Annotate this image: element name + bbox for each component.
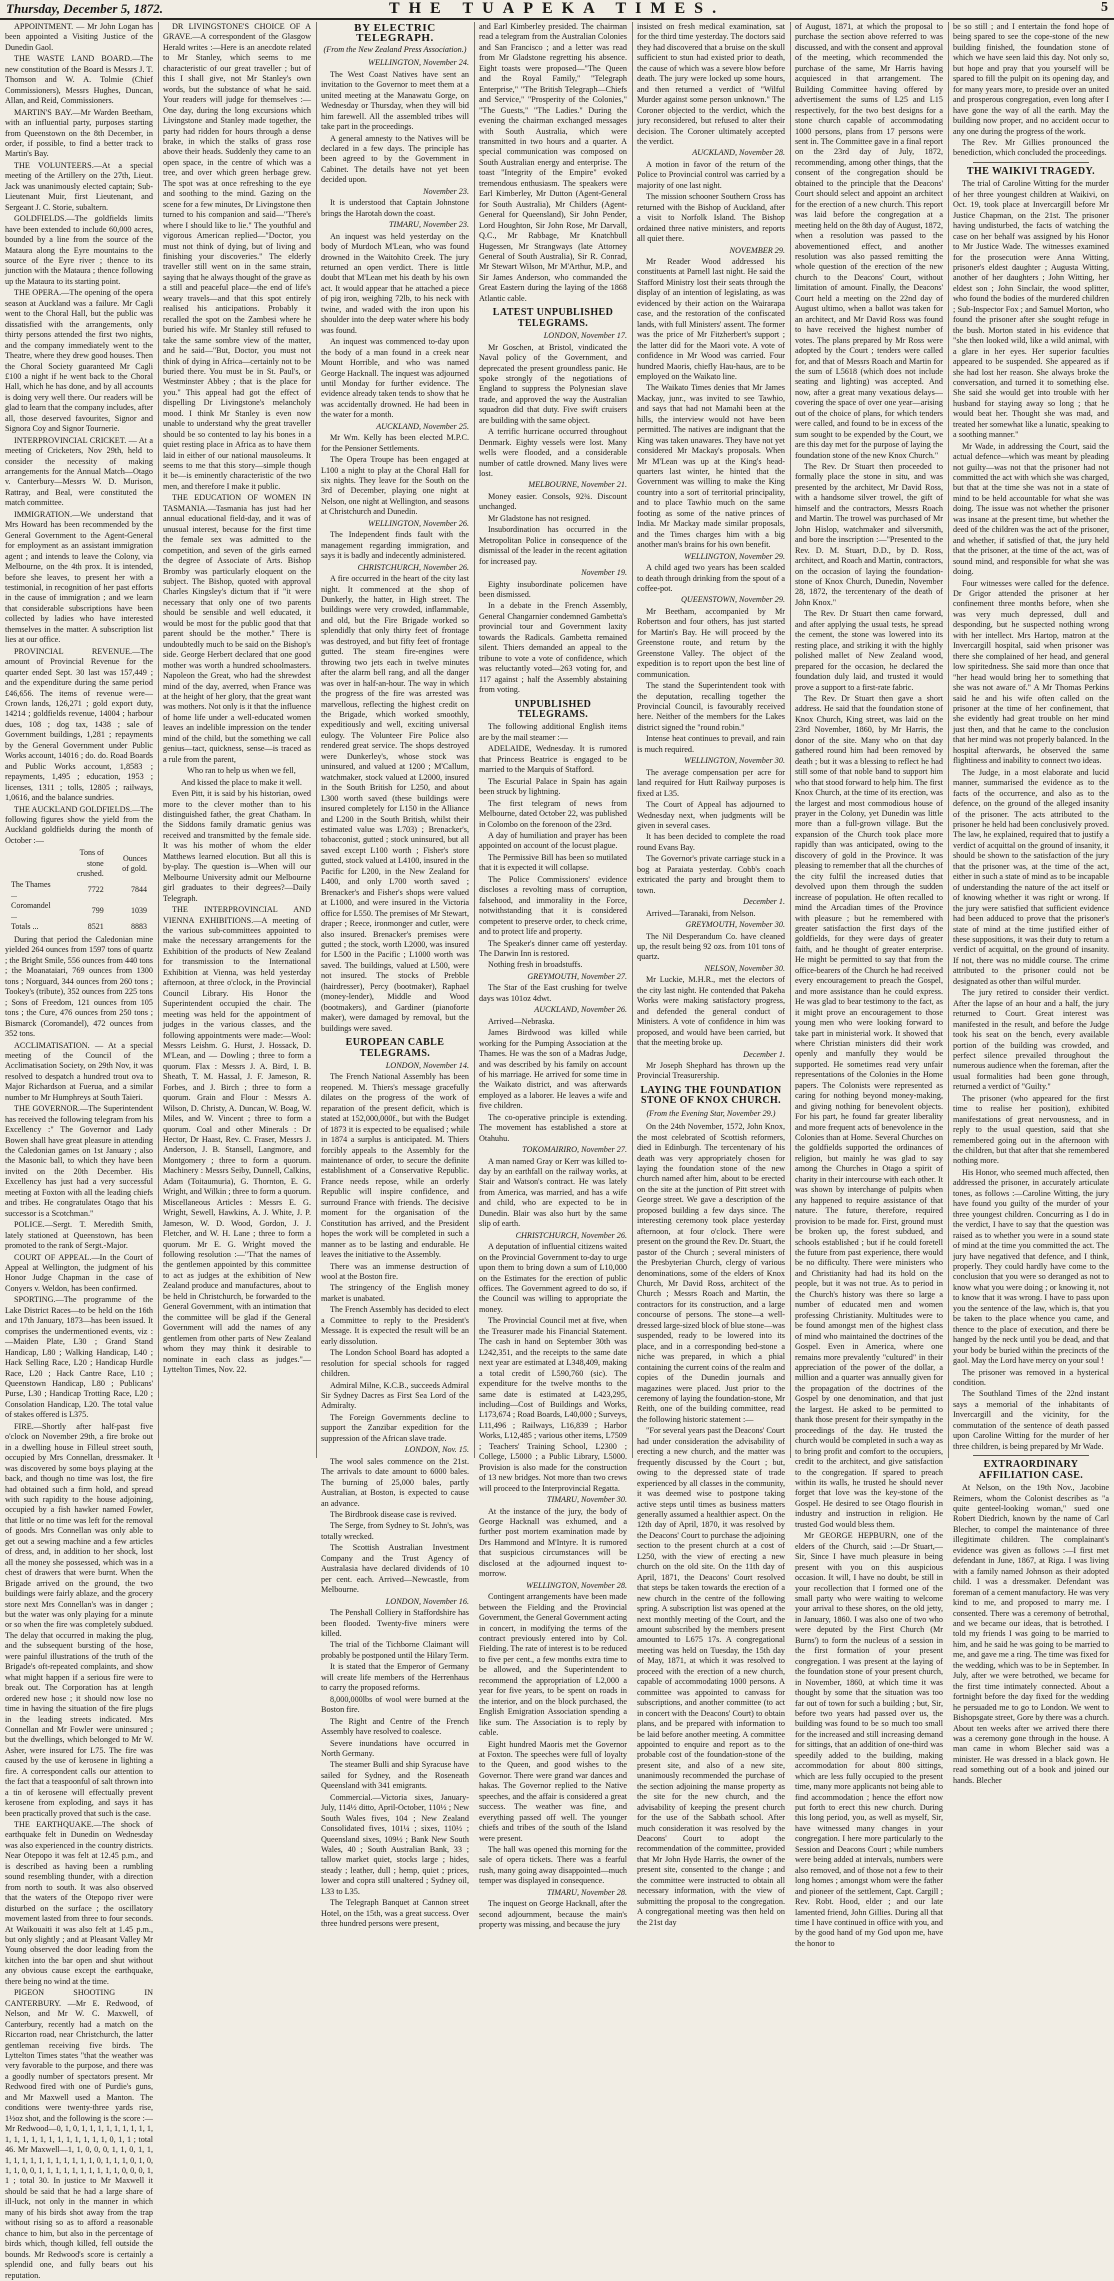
paragraph: The following additional English items are by the mail steamer :— xyxy=(479,722,627,742)
column-4 xyxy=(479,22,628,1930)
paragraph: Mr Beetham, accompanied by Mr Robertson and four others, has just started for Martin's Bay. He will proceed by the Greenstone route, and return by the Greenstone Valley. The object of the expedition is to report upon the best line of communication. xyxy=(637,606,785,679)
divider xyxy=(973,1455,1089,1456)
paragraph: A general amnesty to the Natives will be declared in a few days. The principle has been agreed to by the Government in Cabinet. The details have not yet been decided upon. xyxy=(321,133,469,185)
paragraph: COURT OF APPEAL.—In the Court of Appeal at Wellington, the judgment of his Honor Judge Chapman in the case of Conyers v. Weldon, has been confirmed. xyxy=(5,1252,153,1293)
paragraph: insisted on fresh medical examination, sat for the third time yesterday. The doctors said they had discovered that a bruise on the skull sufficient to stun had existed prior to death, the cause of which was a severe blow before death. The jury were locked up some hours, and then returned a verdict of "Wilful Murder against some person unknown." The Coroner objected to the verdict, which the jury reconsidered, but refused to alter their decision. The Coroner ultimately accepted the verdict. xyxy=(637,22,785,146)
dateline: December 1. xyxy=(743,897,785,907)
paragraph: The trial of the Tichborne Claimant will probably be postponed until the Hilary Term. xyxy=(321,1640,469,1660)
paragraph: A man named Gray or Kerr was killed to-day by an earthfall on the railway works, at Stair and Watson's contract. He was lately from America, was married, and has a wife and child, who are expected to be in Dunedin. Blair was also hurt by the same slip of earth. xyxy=(479,1156,627,1229)
paragraph: Insubordination has occurred in the Metropolitan Police in consequence of the dismissal of the leader in the recent agitation for increased pay. xyxy=(479,525,627,566)
paragraph: The Independent finds fault with the management regarding immigration, and says it is badly and indecently administered. xyxy=(321,530,469,561)
dateline: AUCKLAND, November 26. xyxy=(534,1005,627,1015)
dateline: AUCKLAND, November 28. xyxy=(692,148,785,158)
section-heading: EXTRAORDINARY AFFILIATION CASE. xyxy=(978,1459,1084,1481)
column-5 xyxy=(637,22,785,1927)
paragraph: The steamer Bulli and ship Syracuse have sailed for Sydney, and the Roseneath Queensland with 341 emigrants. xyxy=(321,1760,469,1791)
paragraph: A child aged two years has been scalded to death through drinking from the spout of a coffee-pot. xyxy=(637,563,785,594)
dateline: NOVEMBER 29. xyxy=(729,245,785,255)
paragraph: FIRE.—Shortly after half-past five o'clock on November 29th, a fire broke out in a dwelling house in Filleul street south, occupied by Mrs Connellan, dressmaker. It was discovered by some boys playing at the back, and though no time was lost, the fire had obtained such a firm hold, and spread with such rapidity to the house adjoining, occupied by a fish hawker named Fowler, that little or no time was left for the removal of goods. Mrs Connellan was only able to get out a sewing machine and a few articles of dress, and, in addition to her shock, lost all the money she possessed, which was in a chest of drawers that were burnt. When the Brigade arrived on the ground, the two buildings were fairly ablaze, and the grocery store next Mrs Connellan's was in danger ; but the water was only playing for a minute or so when the fire was completely subdued. The delay that occurred in making the plug, and the subsequent bursting of the hose, were painful illustrations of the truth of the Brigade's oft-repeated complaints, and show what might happen if a serious fire were to break out. The Corporation has at length ordered new hose ; it should now lose no time in having the situation of the fire plugs in the leading streets indicated. Mrs Connellan and Mr Fowler were uninsured ; but the dwellings, which belonged to Mr W. Asher, were insured for L75. The fire was caused by the use of kerosene in lighting a fire. A correspondent calls our attention to the fact that a teaspoonful of salt thrown into a tin of kerosene will effectually prevent kerosene from exploding, and says it has been practically proved that such is the case. xyxy=(5,1421,153,1818)
paragraph: Commercial.—Victoria sixes, January-July, 114½ ditto, April-October, 110½ ; New South Wales fives, 104 ; New Zealand Consolidated fives, 101¼ ; sixes, 110½ ; Queensland sixes, 109½ ; Bank New South Wales, 40 ; South Australian Bank, 33 ; tallow market quiet, stocks large ; hides, steady ; leather, dull ; hemp, quiet ; prices, lower and copra still unaltered ; Sydney oil, L33 to L35. xyxy=(321,1792,469,1896)
table-cell: The Thames ... xyxy=(11,879,51,900)
dateline: TIMARU, November 28. xyxy=(546,1887,627,1897)
paragraph: Severe inundations have occurred in North Germany. xyxy=(321,1738,469,1758)
paragraph: of August, 1871, at which the proposal to purchase the section above referred to was discussed, and with the consent and approval of the meeting, which recommended the purchase of the same, Mr Harris having acquiesced in that arrangement. The Building Committee having offered by advertisement the sums of L25 and L15 respectively, for the two best designs for a stone church capable of accommodating 1000 persons, plans from 17 persons were sent in. The Committee gave in a final report on the 23rd day of July, 1872, recommending, among other things, that the consent of the congregation should be obtained to the principle that the Deacons' Court should select and appoint an architect for the erection of a new church. This report was laid before the congregation at a meeting held on the 8th day of August, 1872, when a resolution was passed to the abovementioned effect, and another resolution was also passed remitting the whole question of the erection of the new church to the Deacons' Court, without limitation of amount. Finally, the Deacons' Court held a meeting on the 22nd day of August ultimo, when a ballot was taken for an architect, and Mr David Ross was found to have received the highest number of votes. The plans prepared by Mr Ross were adopted by the Court ; tenders were called for, and that of Messrs Roach and Martin for the sum of L5618 (which does not include seating and lighting) was accepted. And now, after a great many vexatious delays—covering the space of over one year—arising out of the choice of plans, for which tenders were called, and found to be in excess of the sum sought to be expended by the Court, we are this day met for the purpose of laying the foundation stone of the new Knox Church." xyxy=(795,22,943,460)
paragraph: Intense heat continues to prevail, and rain is much required. xyxy=(637,734,785,754)
paragraph: The Star of the East crushing for twelve days was 101oz 4dwt. xyxy=(479,983,627,1003)
table-cell: 1039 xyxy=(131,905,147,915)
paragraph: On the 24th November, 1572, John Knox, the most celebrated of Scottish reformers, died in Edinburgh. The tercentenary of his death was very appropriately chosen for laying the foundation stone of the new church named after him, about to be erected on the site at the junction of Pitt street with George street. We gave a description of the proposed building a few days since. The interesting ceremony took place yesterday afternoon, at four o'clock. There were present on the ground the Rev. Dr. Stuart, the pastor of the Church ; several ministers of the Presbyterian Church, clergy of various denominations, some of the elders of Knox Church, Mr David Ross, architect of the Church ; Messrs Roach and Martin, the contractors for its construction, and a large concourse of persons. The stone—a well-dressed large-sized block of blue stone—was suspended, ready to be lowered into its place, and in a corresponding bed-stone a niche was prepared, in which a phial containing the current coins of the realm and copies of the Dunedin journals and magazines were placed. Just prior to the ceremony of laying the foundation-stone, Mr Reith, one of the building committee, read the following historic statement :— xyxy=(637,1122,785,1424)
paragraph: Four witnesses were called for the defence. Dr Grigor attended the prisoner at her confinement three months before, when she was very much depressed, dull and desponding, but he suspected nothing wrong with her intellect. Mrs Hartop, matron at the Invercargill hospital, said when prisoner was there she complained of her head, and general low spiritedness. She said more than once that "her head would bring her to something that she was not aware of." A Mr Thomas Perkins said he and his wife often called on the prisoner at the time of her confinement, that she evidently had great trouble on her mind just then, and that he came to the conclusion that her mind was not properly balanced. In the hospital afterwards, he observed the same flightiness and inability to connect two ideas. xyxy=(953,578,1109,766)
section-heading: EUROPEAN CABLE TELEGRAMS. xyxy=(345,1037,445,1059)
paragraph: Mr Wade, in addressing the Court, said the actual defence—which was meant by pleading not guilty—was not that the prisoner had not committed the act with which she was charged, but that at the time she was not in a state of mind to be held accountable for what she was doing. The issue was not whether the prisoner was insane at the present time, but whether the deed of the children was the act of the prisoner, and whether, if satisfied of that, the jury held that the prisoner, at the time of the act, was of sound mind, and responsible for what she was doing. xyxy=(953,441,1109,577)
paragraph: Mr Reader Wood addressed his constituents at Parnell last night. He said the Stafford Ministry lost their seats through the display of an intention of legislating, as was evidenced by their action on the Wairarapa case, and the restoration of the confiscated lands, with full Ministers' assent. The former was the price of Mr Fitzherbert's support ; the latter did for the Maori vote. A vote of confidence in Mr Wood was carried. Four hundred Maoris, chiefly Hau-haus, are to be employed on the Waikato line. xyxy=(637,256,785,381)
paragraph: THE EARTHQUAKE.—The shock of earthquake felt in Dunedin on Wednesday was also experienced in the country districts. Near Otepopo it was felt at 12.45 p.m., and is described as having been a rumbling sound resembling thunder, with a direction from north to south. It was also observed that the waters of the Otepopo river were disturbed on the surface ; the oscillatory movement lasted from three to four seconds. At Waikouaiti it was also felt at 1.45 p.m., but only slightly ; and at Pleasant Valley Mr Young observed the door leading from the kitchen into the bar open and shut without any obvious cause except the earthquake, there being no wind at the time. xyxy=(5,1820,153,1986)
page-number: 5 xyxy=(1101,0,1108,15)
paragraph: THE VOLUNTEERS.—At a special meeting of the Artillery on the 27th, Lieut. Jack was unanimously elected captain; Sub-Lieutenant Muir, first Lieutenant, and Sergeant J. C. Storie, subaltern. xyxy=(5,160,153,212)
paragraph: THE EDUCATION OF WOMEN IN TASMANIA.—Tasmania has just had her annual educational field-day, and it was of unusual interest, because for the first time the female sex was admitted to the competition, and seven of the girls earned the degree of Associate of Arts. Bishop Bromby was particularly eloquent on the subject. The Bishop, quoted with approval Charles Kingsley's dictum that if "it were necessary that only one of two parents should be sensible and well educated, it would be most for the public good that that parent should be the mother." There is undoubtedly much to be said on the Bishop's side. George Herbert declared that one good mother was worth a hundred schoolmasters. Napoleon the Great, who had the shrewdest mind of the day, averred, when France was at the height of her glory, that the great want was mothers. Not only is it that the influence of home life under a well-educated women leaves an indelible impression on the tender mind of the child, but the something we call genius—tact, quickness, sense—is traced as a rule from the parent, xyxy=(163,493,311,764)
paragraph: A motion in favor of the return of the Police to Provincial control was carried by a majority of one last night. xyxy=(637,159,785,190)
paragraph: The Opera Troupe has been engaged at L100 a night to play at the Choral Hall for six nights. They leave for the South on the 3rd of December, playing one night at Nelson, one night at Wellington, and seasons at Christchurch and Dunedin. xyxy=(321,455,469,517)
paragraph: The Serge, from Sydney to St. John's, was totally wrecked. xyxy=(321,1521,469,1541)
gold-yield-table xyxy=(5,848,153,932)
dateline: CHRISTCHURCH, November 26. xyxy=(515,1230,627,1240)
paragraph: The stringency of the English money market is unabated. xyxy=(321,1283,469,1303)
dateline: TIMARU, November 23. xyxy=(388,220,469,230)
paragraph: The wool sales commence on the 21st. The arrivals to date amount to 6000 bales. The burning of 25,000 bales, partly Australian, at Boston, is expected to cause an advance. xyxy=(321,1456,469,1508)
newspaper-title: THE TUAPEKA TIMES. xyxy=(388,0,726,17)
verse-line: And kissed the place to make it well. xyxy=(181,777,302,787)
dateline: WELLINGTON, November 28. xyxy=(526,1580,627,1590)
section-heading: LATEST UNPUBLISHED TELEGRAMS. xyxy=(492,307,614,329)
dateline: LONDON, Nov. 15. xyxy=(404,1445,469,1455)
paragraph: The West Coast Natives have sent an invitation to the Governor to meet them at a united meeting at the Manawatu Gorge, on Wednesday or Thursday, when they will bid him farewell. All the assembled tribes will take part in the proceedings. xyxy=(321,69,469,132)
paragraph: The hall was opened this morning for the sale of opera tickets. There was a fearful rush, many going away disappointed—much temper was displayed in consequence. xyxy=(479,1845,627,1886)
paragraph: Eighty insubordinate policemen have been dismissed. xyxy=(479,579,627,600)
paragraph: The Judge, in a most elaborate and lucid manner, summarised the evidence as to the facts of the occurrence, and also as to the defence, on the ground of the alleged insanity of the prisoner. The acts attributed to the prisoner he held had been conclusively proved. The law, he explained, required that to justify a verdict of acquittal on the ground of insanity, it should be shown to the satisfaction of the jury that the prisoner was, at the time of the act, either in such a state of mind as to be incapable of understanding the nature of the act itself or of knowing whether it was right or wrong. If the jury were satisfied that sufficient evidence had been adduced to prove that the prisoner's state of mind at the time justified either of these suppositions, it was their duty to return a verdict of acquittal, on the ground of insanity. If not, there was no middle course. The crime attributed to the prisoner could not be designated as other than wilful murder. xyxy=(953,767,1109,986)
dateline: QUEENSTOWN, November 29. xyxy=(680,595,785,605)
paragraph: THE GOVERNOR.—The Superintendent has received the following telegram from his Excellency :" The Governor and Lady Bowen shall have great pleasure in attending the Caledonian games on 1st January ; also the Masonic ball, to which they have been invited on the 20th December. His Excellency has just had a very successful meeting at Foxton with all the leading chiefs and tribes. He congratulates Otago that his successor is a Scotchman." xyxy=(5,1104,153,1218)
paragraph: The first telegram of news from Melbourne, dated October 22, was published in Colombo on the forenoon of the 23rd. xyxy=(479,798,627,829)
table-header: Ounces of gold. xyxy=(122,853,147,874)
paragraph: The Speaker's dinner came off yesterday. The Darwin Inn is restored. xyxy=(479,938,627,958)
paragraph: The French Assembly has decided to elect a Committee to reply to the President's Message. It is expected the result will be an early dissolution. xyxy=(321,1305,469,1346)
paragraph: Mr Gladstone has not resigned. xyxy=(488,513,591,523)
dateline: LONDON, November 16. xyxy=(385,1596,469,1606)
table-cell: 7722 xyxy=(87,884,104,894)
paragraph: Money easier. Consols, 92¾. Discount unchanged. xyxy=(479,491,627,512)
dateline: TOKOMAIRIRO, November 27. xyxy=(522,1145,627,1155)
dateline: GREYMOUTH, November 30. xyxy=(685,920,785,930)
table-row xyxy=(5,901,153,922)
table-cell: 7844 xyxy=(131,884,147,894)
table-header xyxy=(5,848,59,879)
paragraph: be so still ; and I entertain the fond hope of being spared to see the cope-stone of the new building finished, the foundation stone of which we have seen laid this day. Not only so, but hope and pray that you yourself will be spared to fill the pulpit on its opening day, and for many years more, to preside over an united and prosperous congregation, even long after I have gone the way of all the earth. May the building now proper, and no accident occur to any one during the progress of the work. xyxy=(953,22,1109,136)
dateline: WELLINGTON, November 29. xyxy=(684,551,785,561)
dateline: WELLINGTON, November 24. xyxy=(368,58,469,68)
column-rule xyxy=(158,22,159,1458)
paragraph: MARTIN'S BAY.—Mr Warden Beetham, with an influential party, purposes starting from Queenstown on the 8th December, in order, if possible, to find a better track to Martin's Bay. xyxy=(5,107,153,159)
table-cell: Coromandel ... xyxy=(11,900,51,921)
dateline: WELLINGTON, November 26. xyxy=(368,518,469,528)
paragraph: In a debate in the French Assembly, General Changarnier condemned Gambetta's provincial tour and Government laxity towards the Radicals. Gambetta remained silent. Thiers demanded an appeal to the tribune to vote a vote of confidence, which was reluctantly voted—263 voting for, and 117 against ; half the Assembly abstaining from voting. xyxy=(479,601,627,695)
paragraph: The Foreign Governments decline to support the Zanzibar expedition for the suppression of the African slave trade. xyxy=(321,1412,469,1443)
paragraph: and Earl Kimberley presided. The chairman read a telegram from the Australian Colonies and San Francisco ; and a letter was read from Mr Gladstone regretting his absence. Eight toasts were proposed—"The Queen and the Royal Family," "Telegraph Enterprise," "The British Telegraph—Chiefs and Service," "Prosperity of the Colonies," "The Guests," "The Ladies." During the evening the chairman exchanged messages with South Australia, which were transmitted in two hours and a quarter. A special communication was composed on South Australian energy and enterprise. The toast "Integrity of the Empire" evoked tremendous enthusiasm. The speakers were Earl Kimberley, Mr Dutton (Agent-General for South Australia), Mr Childers (Agent-General for Queensland), Sir John Pender, Lord Houghton, Sir John Rose, Mr Darvall, Q.C., Mr Rabbage, Mr Knatchbull Hugessen, Mr Strangways (late Attorney General of South Australia), Sir R. Conrad, Mr Stewart Wilson, Mr M'Arthur, M.P., and Sir James Anderson, who commanded the Great Eastern during the laying of the 1868 Atlantic cable. xyxy=(479,22,627,303)
dateline: AUCKLAND, November 25. xyxy=(376,421,469,431)
section-heading: LAYING THE FOUNDATION STONE OF KNOX CHURCH. xyxy=(640,1084,782,1107)
paragraph: IMMIGRATION.—We understand that Mrs Howard has been recommended by the General Government to the Agent-General for employment as an assistant immigration agent ; and intends to leave the Colony, via Melbourne, on the 4th prox. It is intended, before she leaves, to present her with a testimonial, in recognition of her past efforts in the cause of immigration ; and we learn that considerable subscriptions have been collected by ladies who have interested themselves in the matter. A subscription list lies at our office. xyxy=(5,509,153,645)
paragraph: Contingent arrangements have been made between the Fielding and the Provincial Government, the General Government acting in concert, in modifying the terms of the contract previously entered into by Col. Fielding. The rate of interest is to be reduced to five per cent., a few months extra time to be allowed, and the Superintendent to recommend the appropriation of L2,000 a year for five years, to be spent on roads in the interior, and on the block purchased, the English Emigration Association spending a like sum. The Association is to reply by cable. xyxy=(479,1592,628,1738)
paragraph: The Governor's private carriage stuck in a bog at Paraiata yesterday. Cobb's coach extricated the party and brought them to town. xyxy=(637,854,785,895)
paragraph: The Nil Desperandum Co. have cleaned up, the result being 92 ozs. from 101 tons of quartz. xyxy=(637,931,785,962)
paragraph: His Honor, who seemed much affected, then addressed the prisoner, in accurately articulate tones, as follows :—Caroline Witting, the jury have found you guilty of the murder of your three youngest children. Concurring as I do in the verdict, I have to say that the question was raised as to whether you were in a sound state of mind at the time you committed the act. The jury have negatived that defence, and I think, properly. They could hardly have come to the conclusion that you were so deranged as not to know what you were doing ; or knowing it, not to know that it was wrong. I have to pass upon you the sentence of the law, which is, that you be taken to the place whence you came, and thence to the place of execution, and there be hanged by the neck until you be dead, and that your body be buried within the precincts of the gaol. May the Lord have mercy on your soul ! xyxy=(953,1167,1109,1366)
paragraph: Mr GEORGE HEPBURN, one of the elders of the Church, said :—Dr Stuart,—Sir, Since I have much pleasure in being present with you on this auspicious occasion. It will, I have no doubt, be still in your recollection that I formed one of the small party who were waiting to welcome your arrival to these shores, on the old jetty, in January, 1860. I was also one of two who were deputed by the First Church (Mr Burns') to form the nucleus of a session in the first formation of your present congregation. I was present at the laying of the foundation stone of your present church, in November, 1860, at which time it was thought by some that the situation was too far out of town for such a building ; but, Sir, before two years had passed over us, the building was found to be so much too small for the increased and still increasing demand for sittings, that an addition of one-third was speedily added to the building, making accommodation for about 800 sittings, which are less fully occupied to the present time, many more applicants not being able to find accommodation ; hence the effort now put forth to erect this new church. During this long period, you, as well as myself, Sir, have witnessed many changes in your congregation. I here more particularly to the Session and Deacons Court ; while numbers were being added at intervals, numbers were also removed, and of those not a few to their long homes ; amongst whom were the father and pioneer of the settlement, Capt. Cargill ; Rev. Robt. Hood, elder ; and our late lamented friend, John Gillies. During all that time I have continued in office with you, and by the good hand of my God upon me, have the honor to xyxy=(795,1531,943,1948)
paragraph: The stand the Superintendent took with the deputation, recalling together the Provincial Council, is favourably received here. Neither of the members for the Lakes district signed the "round robin." xyxy=(637,681,785,732)
table-total-row xyxy=(5,922,153,932)
paragraph: It is understood that Captain Johnstone brings the Harotah down the coast. xyxy=(321,198,469,218)
paragraph: The mission schooner Southern Cross has returned with the Bishop of Auckland, after a visit to Norfolk Island. The Bishop ordained three native ministers, and reports all quiet there. xyxy=(637,192,785,244)
paragraph: Admiral Milne, K.C.B., succeeds Admiral Sir Sydney Dacres as First Sea Lord of the Admiralty. xyxy=(321,1380,469,1411)
paragraph: At Nelson, on the 19th Nov., Jacobine Reimers, whom the Colonist describes as "a quite genteel-looking woman," sued one Robert Diedrich, known by the name of Carl Blecher, to compel the maintenance of three illegitimate children. The complainant's evidence was given as follows :—I first met defendant in June, 1867, at Riga. I was living with a family named Johnson as their adopted child. I was a dressmaker. Defendant was foreman of a cement manufactory. He was very kind to me, and proposed to marry me. I consented. There was a ceremony of betrothal, and we became our ideas, that is betrothed. I told my friends I was going to be married to him, and he said he was going to be married to me, and gave me a ring. The time was fixed for the wedding, which was to be in September. In July, after we were betrothed, we became for the first time intimately connected. About a fortnight before the day fixed for the wedding he persuaded me to go to London. We went to Bishopsgate street, Gore by there was a church. About ten weeks after we arrived there there was a ceremony gone through in the house. A man came in whom Blecher said was a minister. He was dressed in a black gown. He read something out of a book and joined our hands. Blecher xyxy=(953,1483,1109,1785)
paragraph: The London School Board has adopted a resolution for special schools for ragged children. xyxy=(321,1348,469,1379)
column-rule xyxy=(790,22,791,1458)
verse-line: Who ran to help us when we fell, xyxy=(187,766,296,776)
paragraph: The Rev. Dr Stuart then gave a short address. He said that the foundation stone of Knox Church, King street, was laid on the 23rd November, 1860, by Mr Harris, the donor of the site. Many who on that day gathered round him had been removed by death ; but it was a blessing to reflect he had still some of that noble band to support him who that stood forward to help him. The first Knox Church, at the time of its erection, was the largest and most commodious house of prayer in the Colony, yet Dunedin was little more than a full-grown village. But the expansion of the Church took place more rapidly than was anticipated, owing to the discovery of gold in the Province. It was pleasing to remember that all the churches of the city fulfil the increased duties that devolved upon them through the sudden increase of population. He often recalled to mind the Arcadian times of the Province with pleasure ; but he remembered with greater satisfaction the first days of the goldfields, for they were days of greater faith, and he thought of greater enterprise. He might be permitted to say that from the office-bearers of the Church he had received every encouragement to preach the Gospel, and more assistance than he could express. He was glad to bear testimony to the fact, as it might prove an encouragement to those young men who were looking forward to take part in ministerial work. It showed that where Christian ministers did their work openly and manfully they would be supported. He sometimes read very unfair representations of the Colonies in the Home papers. The Colonists were represented as caring for nothing beyond money-making, and giving nothing for benevolent objects. For his part, he found far greater liberality and more frequent acts of benevolence in the Colonies than at Home. Several Churches on the goldfields supported the ordinances of religion, but mainly he was glad to say among the Churches in Otago a spirit of charity in their intercourse with each other. It was shown by interchange of pulpits when any happened to require assistance of that nature. The future, therefore, required provision to be made for. First, ground must be broken up, the forest subdued, and schools established ; but if he could foretell the future from past experience, there would be no difficulty. There were ministers who and Christianity had had its hold on the people, but it was not true. As to period in the Church's history was there so large a number of educated men and women professing Christianity. Multitudes were to be found amongst men of the highest class of mind who maintained the doctrines of the Gospel. Even in America, where one remains more prevalently "cultured" in their appreciation of the power of the dollar, a million and a quarter was annually given for the propagation of the doctrines of the Gospel by one denomination, and that just the largest. He asked to be permitted to thank those present for their sympathy in the proceedings of the day. He trusted the church would be completed in such a way as to bring profit and comfort to the occupiers, credit to the architect, and give satisfaction to the congregation. If spared to preach within its walls, he trusted he should never forget that love was the key-stone of the Gospel. He desired to see Otago flourish in industry and instruction in religion. He trusted God would bless them. xyxy=(795,694,943,1529)
dateline: November 19. xyxy=(581,568,627,578)
paragraph: The Southland Times of the 22nd instant says a memorial of the inhabitants of Invercargill and the vicinity, for the commutation of the sentence of death passed upon Caroline Witting for the murder of her three children, is being prepared by Mr Wade. xyxy=(953,1389,1109,1451)
paragraph: Eight hundred Maoris met the Governor at Foxton. The speeches were full of loyalty to the Queen, and good wishes to the Governor. There were grand war dances and hakas. The Governor replied to the Native speeches, and the affair is considered a great success. The weather was fine, and everything passed off well. The younger chiefs and tribes of the south of the Island were present. xyxy=(479,1739,627,1843)
table-cell: Totals ... xyxy=(11,921,39,931)
masthead xyxy=(0,0,1114,20)
paragraph: It has been decided to complete the road round Evans Bay. xyxy=(637,832,785,852)
paragraph: During that period the Caledonian mine yielded 264 ounces from 1597 tons of quartz ; the Bright Smile, 556 ounces from 440 tons ; the Moanataiari, 769 ounces from 1300 tons ; Norguard, 344 ounces from 260 tons ; Tookey's (tribute), 352 ounces from 225 tons ; Sons of Freedom, 121 ounces from 105 tons ; the Cure, 476 ounces from 250 tons ; Bismarck (Coromandel), 472 ounces from 352 tons. xyxy=(5,934,153,1039)
dateline: CHRISTCHURCH, November 26. xyxy=(357,562,469,572)
paragraph: The Provincial Council met at five, when the Treasurer made his Financial Statement. The cash in hand on September 30th was L242,351, and the receipts to the same date next year are estimated at L348,409, making a total credit of L590,760 (sic). The expenditure for the twelve months to the same date is estimated at L423,295, including—Cost of Buildings and Works, L173,674 ; Road Boards, L40,000 ; Surveys, L11,496 ; Railways, L16,839 ; Harbor Works, L12,485 ; various other items, L7509 ; Teachers' Training School, L2300 ; College, L5000 ; a Public Library, L5000. Provision is also made for the construction of 13 new bridges. Not more than two crews will proceed to the Interprovincial Regatta. xyxy=(479,1316,627,1493)
paragraph: The trial of Caroline Witting for the murder of her three youngest children at Waikivi, on Oct. 19, took place at Invercargill before Mr Justice Chapman, on the 21st. The prisoner having undisturbed, the facts of watching the case on her behalf was assigned by his Honor to Mr Justice Wade. The witnesses examined for the prosecution were Anna Witting, prisoner's eldest daughter ; Augusta Witting, another of her daughters ; John Witting, her eldest son ; John Sinclair, the wood splitter, who found the bodies of the murdered children ; Sub-Inspector Fox ; and Samuel Morton, who found the prisoner after she sought refuge in the bush. Morton stated in his evidence that "she then looked wild, like a wild animal, with a glare in her eyes. Her superior faculties appeared to be suspended. She appeared as if she had lost her reason. She always broke the conversation, and turned it to something else. She said she would get into trouble with her husband for staying away so long ; that he would beat her. Thought she was mad, and treated her somewhat like a lunatic, speaking to a soothing manner." xyxy=(953,179,1109,440)
column-rule xyxy=(632,22,633,1458)
table-cell: 8883 xyxy=(131,921,147,931)
paragraph: The Waikato Times denies that Mr James Mackay, junr., was invited to see Tawhio, and says that had not Mamahi been at the hills, the interview would not have been permitted. The natives are indignant that the King was taken unawares. They have not yet considered Mr Mackay's proposals. When Mr M'Lean was up at the King's head-quarters last winter, he hinted that the Government was willing to make the King country into a sort of territorial principality, and to place Tawhio much on the same footing as some of the native princes of India. Mr Mackay made similar proposals, and the Times charges him with a big another man's brains for his own benefit. xyxy=(637,383,785,550)
paragraph: The Permissive Bill has been so mutilated that it is expected it will collapse. xyxy=(479,852,627,873)
table-cell: 8521 xyxy=(87,921,104,931)
paragraph: THE WASTE LAND BOARD.—The new constitution of the Board is Messrs J. T. Thomson and W. A. Tolmie (Chief Commissioners), Messrs Hughes, Duncan, Allan, and Reid, Commissioners. xyxy=(5,54,153,106)
column-3 xyxy=(321,22,469,1929)
paragraph: The jury retired to consider their verdict. After the lapse of an hour and a half, the jury returned to Court. Great interest was manifested in the result, and before the Judge took his seat on the bench, every available portion of the building was crowded, and perfect silence prevailed throughout the numerous audience when the foreman, after the usual formalities had been gone through, returned a verdict of "Guilty." xyxy=(953,988,1109,1092)
paragraph: Mr Wm. Kelly has been elected M.P.C. for the Pensioner Settlements. xyxy=(321,433,469,453)
paragraph: A fire occurred in the heart of the city last night. It commenced at the shop of Dunkerly, the hatter, in High street. The buildings were very crowded, inflammable, and old, but the Fire Brigade worked so splendidly that only thirty feet of frontage was destroyed, and but fifty feet of frontage gutted. The steam fire-engines were throwing two jets each in twelve minutes after the alarm bell rang, and all the danger was over in half-an-hour. The way in which the progress of the fire was arrested was marvellous, reflecting the highest credit on the Brigade, which worked smoothly, expeditiously and well, exciting universal eulogy. The Volunteer Fire Police also rendered great service. The shops destroyed were Dunkerley's, whose stock was uninsured, and valued at 1200 ; M'Callum, watchmaker, stock valued at L2000, insured in the South British for L250, and about L300 worth saved (these buildings were insured completely for L150 in the Alliance and L200 in the South British, whilst their estimated value was L703) ; Brenacker's, tobacconist, gutted ; stock uninsured, but all saved except L100 worth ; Fisher's store gutted, stock valued at L4100, insured in the Pacific for L200, in the New Zealand for L400, and only L700 worth saved ; Brenacker's and Fisher's shops were valued at L1000, and were insured in the Victoria office for L550. The premises of Mr Stewart, draper ; Reece, ironmonger and cutler, were also insured. Brenacker's premises were gutted ; the stock, worth L2000, was insured for L500 in the Pacific ; L1000 worth was saved. The buildings, valued at L500, were not insured. The stocks of Prebble (hairdresser), Percy (bootmaker), Raphael (money-lender), Middle and Wood (bootmakers), and Gardiner (pianoforte maker), were damaged by removal, but the buildings were saved. xyxy=(321,574,469,1033)
paragraph: An inquest was held yesterday on the body of Murdoch M'Lean, who was found drowned in the Waitohito Creek. The jury returned an open verdict. There is little doubt that M'Lean met his death by his own act. It would appear that he attached a piece of pig iron, weighing 72lb, to his neck with twine, and waded with the iron upon his shoulder into the deep water where his body was found. xyxy=(321,231,469,335)
paragraph: Mr Joseph Shephard has thrown up the Provincial Treasurership. xyxy=(637,1060,785,1081)
paragraph: The average compensation per acre for land required for Hutt Railway purposes is fixed at L35. xyxy=(637,767,785,798)
paragraph: A deputation of influential citizens waited on the Provincial Government to-day to urge upon them to bring down a sum of L10,000 on the Estimates for the erection of public offices. The Government agreed to do so, if the Council was willing to appropriate the money. xyxy=(479,1242,627,1314)
dateline: GREYMOUTH, November 27. xyxy=(527,971,627,981)
paragraph: DR LIVINGSTONE'S CHOICE OF A GRAVE.—A correspondent of the Glasgow Herald writes :—Here is an anecdote related to Mr Stanley, which seems to me characteristic of our great traveller ; but of this I shall give, not Mr Stanley's own words, but the substance of what he said. Your readers will judge for themselves :—One day, during the long excursions which Livingstone and Stanley made together, the party had ridden for hours through a dense brake, in which the stalks of grass rose above their heads. Suddenly they came to an open space, in the centre of which was a tree, and over which green herbage grew. The spot was at once refreshing to the eye and soothing to the mind. Gazing on the scene for a few minutes, Dr Livingstone then turned to his companion and said—"There's where I should like to lie." The youthful and vigorous American replied—"Doctor, you must not think of dying, but of living and finishing your discoveries." The elderly traveller still went on in the same strain, saying that he always thought of the grave as a still and peaceful place—the end of life's weary travels—and that this spot entirely realised his anticipations. Probably it recalled the spot on the Zambesi where he buried his wife. Mr Stanley still refused to take the same sombre view of the matter, and he said—"But, Doctor, you must not think of dying in Africa—certainly not to be buried there. You must be in St. Paul's, or Westminster Abbey ; that is the place for you." This appeal had got the effect of dispelling Dr Livingstone's melancholy mood. I think Mr Stanley is even now unable to understand why the great traveller should be so contented to lay his bones in a quiet resting place in Africa as to have them laid in either of our national mausoleums. It seems to me that this story—simple though it be—is eminently characteristic of the two men, and therefore I make it public. xyxy=(163,22,311,491)
paragraph: PROVINCIAL REVENUE.—The amount of Provincial Revenue for the quarter ended Sept. 30 last was 157,449 ; and the expenditure during the same period £46,656. The items of revenue were—Crown lands, 126,271 ; gold export duty, 14214 ; goldfields revenue, 14004 ; harbour dues, 108 ; dog tax, 1438 ; sale of Government buildings, 1,281 ; repayments by the General Government under Public Works account, 14016 ; do. do. Road Boards and Public Works account, 1,8583 ; repayments, 1,495 ; education, 1953 ; licenses, 1311 ; tolls, 12805 ; railways, 1,0616, and the balance sundries. xyxy=(5,646,153,803)
paragraph: The Rev. Dr Stuart then proceeded to formally place the stone in situ, and was presented by the architect, Mr David Ross, with a handsome silver trowel, the gift of himself and the contractors, Messrs Roach and Martin. The trowel was purchased of Mr John Hislop, watchmaker and silversmith, and bore the inscription :—"Presented to the Rev. D. M. Stuart, D.D., by D. Ross, architect, and Roach and Martin, contractors, on the occasion of laying the foundation-stone of Knox Church, Dunedin, November 28, 1872, the tercentenary of the death of John Knox." xyxy=(795,462,943,607)
paragraph: The Penshall Colliery in Staffordshire has been flooded. Twenty-five miners were killed. xyxy=(321,1608,469,1638)
section-heading: BY ELECTRIC TELEGRAPH. xyxy=(354,22,436,45)
paragraph: Mr Luckie, M.H.R., met the electors of the city last night. He contended that Pakeha Works were making satisfactory progress, and defended the general conduct of Ministers. A vote of confidence in him was proposed, and would have been carried, but that the meeting broke up. xyxy=(637,975,785,1048)
paragraph: James Birdwood was killed while working for the Pumping Association at the Thames. He was the son of a Madras Judge, and was described by his family on account of his marriage. He arrived for some time in the Waikato district, and was afterwards employed as a laborer. He leaves a wife and five children. xyxy=(479,1028,627,1111)
section-subheading: (From the Evening Star, November 29.) xyxy=(646,1108,776,1118)
dateline: WELLINGTON, November 30. xyxy=(684,756,785,766)
column-rule xyxy=(948,22,949,1458)
paragraph: INTERPROVINCIAL CRICKET. — At a meeting of Cricketers, Nov 29th, held to consider the necessity of making arrangements for the Annual Match—Otago v. Canterbury—Messrs W. D. Murison, Rattray, and Beal, were constituted the match committee. xyxy=(5,435,153,508)
paragraph: A day of humiliation and prayer has been appointed on account of the locust plague. xyxy=(479,830,627,851)
paragraph: The Telegraph Banquet at Cannon street Hotel, on the 15th, was a great success. Over three hundred persons were present, xyxy=(321,1898,469,1929)
paragraph: The Scottish Australian Investment Company and the Trust Agency of Australasia have declared dividends of 10 per cent. each. Arrived—Newcastle, from Melbourne. xyxy=(321,1543,469,1595)
table-header: Tons of stone crushed. xyxy=(76,848,104,879)
dateline: November 23. xyxy=(423,186,469,196)
dateline: MELBOURNE, November 21. xyxy=(528,480,627,490)
section-subheading: (From the New Zealand Press Association.) xyxy=(323,44,467,54)
section-heading: THE WAIKIVI TRAGEDY. xyxy=(966,165,1096,177)
paragraph: THE INTERPROVINCIAL AND VIENNA EXHIBITIONS.—A meeting of the various sub-committees appointed to make the necessary arrangements for the Exhibition of the products of New Zealand for transmission to the International Exhibition at Vienna, was held yesterday afternoon, at three o'clock, in the Provincial Council Library. His Honor the Superintendent occupied the chair. The meeting was held for the appointment of judges in the various classes, and the following appointments were made:—Wool: Messrs Leishm. G. Hurst, J. Hossack, D. M'Lean, and — Dowling ; three to form a quorum. Flax : Messrs J. A. Bird, I. B. Sheath, T. M. Hassal, J. F. Jameson, R. Forbes, and J. Birch ; three to form a quorum. Grain and Flour : Messrs A. Wilson, D. Christy, A. Duncan, W. Boag, W. Miles, and W. Vincent ; three to form a quorum. Coal and other Minerals : Dr Hector, Dr Haast, Rev. C. Fraser, Messrs J. Anderson, J. B. Stansell, Langmore, and Montgomery ; three to form a quorum. Machinery : Messrs Seiby, Dunnell, Calkins, Adam (Toitaumuria), G. Thornton, E. G. Wright, and Wilkin ; three to form a quorum. Miscellaneous Articles : Messrs E. G. Wright, Sewell, Hawkins, A. J. White, J. P. Jameson, W. D. Wood, Gordon, J. J. Fletcher, and W. H. Lane ; three to form a quorum. Mr E. G. Wright moved the following resolution :—"That the names of the gentlemen appointed by this committee to act as judges at the exhibition of New Zealand produce and manufactures, about to be held in Christchurch, be forwarded to the General Government, with an intimation that the committee will be glad if the General Government will add the names of any gentlemen from other parts of New Zealand whom they may think it desirable to nominate in each class as judges."—Lyttelton Times, Nov. 22. xyxy=(163,905,311,1374)
paragraph: THE AUCKLAND GOLDFIELDS.—The following figures show the yield from the Auckland goldfields during the month of October :— xyxy=(5,804,153,845)
column-6 xyxy=(795,22,943,1948)
paragraph: ACCLIMATISATION. — At a special meeting of the Council of the Acclimatisation Society, on 29th Nov, it was resolved to despatch a hundred trout ova to Major Richardson at Fuerua, and a similar number to Mr Humphreys at South Taieri. xyxy=(5,1040,153,1102)
divider xyxy=(973,162,1089,163)
paragraph: "For several years past the Deacons' Court had under consideration the advisability of erecting a new church, and the matter was frequently discussed by the Court ; but, owing to the depressed state of trade experienced by all classes in the community, it was deemed wise to postpone taking active steps until times as business matters generally assumed a healthier aspect. On the 12th day of April, 1870, it was resolved by the Deacons' Court to purchase the adjoining section to the present church at a cost of L250, with the view of erecting a new church on the old site. On the 11th day of April, 1871, the Deacons' Court resolved that steps be taken towards the erection of a new church in the centre of the following spring. A subscription list was opened at the next monthly meeting of the Court, and the amount subscribed by the members present amounted to L675 17s. A congregational meeting was held on Tuesday, the 15th day of May, 1871, at which it was resolved to proceed with the erection of a new church, capable of accommodating 1000 persons. A committee was appointed to canvass for subscriptions, and another committee (to act in concert with the Deacons' Court) to obtain plans, and be prepared with information to be laid before another meeting. A committee appointed to enquire and report as to the probable cost of the foundation-stone of the present site, and also of a new site, unanimously recommended the purchase of the section adjoining the manse property as the site for the new church, and the advisability of keeping the present church for the use of the Sabbath school. After much consideration it was resolved by the Deacons' Court to adopt the recommendation of the committee, provided that Mr John Hyde Harris, the owner of the present site, consented to the change ; and the committee were instructed to obtain all necessary information, with the view of submitting the proposal to the congregation. A congregational meeting was then held on the 21st day xyxy=(637,1426,785,1927)
dateline: December 1. xyxy=(743,1049,785,1059)
column-7 xyxy=(953,22,1109,1785)
dateline: LONDON, November 14. xyxy=(385,1060,469,1070)
paragraph: The inquest on George Hacknall, after the second adjournment, because the main's property was missing, and because the jury xyxy=(479,1899,627,1930)
paragraph: The prisoner was removed in a hysterical condition. xyxy=(953,1367,1109,1387)
paragraph: The French National Assembly has been reopened. M. Thiers's message gracefully dilates on the progress of the work of reparation of the present deficit, which is stated at 152,000,000f., but with the Budget of 1873 it is expected to be equalised ; while in 1874 a surplus is anticipated. M. Thiers forcibly appeals to the Assembly for the maintenance of order, to secure the definite establishment of a Conservative Republic. France needs repose, while an orderly Republic will inspire confidence, and surround France with friends. The decisive moment for the organisation of the Constitution has arrived, and the President hopes the work will be completed in such a manner as to be lasting and endurable. He leaves the initiative to the Assembly. xyxy=(321,1072,469,1260)
paragraph: The Escurial Palace in Spain has again been struck by lightning. xyxy=(479,776,627,797)
paragraph: Mr Goschen, at Bristol, vindicated the Naval policy of the Government, and deprecated the present groundless panic. He spoke strongly of the negotiations of England to suppress the Polynesian slave trade, and approved the way the Australian squadron did that duty. Five swift cruisers are building with the same object. xyxy=(479,342,627,425)
paragraph: The Rev. Mr Gillies pronounced the benediction, which concluded the proceedings. xyxy=(953,137,1109,158)
paragraph: The Birdbrook disease case is revived. xyxy=(330,1509,457,1519)
dateline: NELSON, November 30. xyxy=(704,963,785,973)
paragraph: Even Pitt, it is said by his historian, owed more to the clever mother than to his distinguished father, the great Chatham. In the Siddons family dramatic genius was received and transmitted by the female side. It was his mother of whom the elder Matthews learned elocution. But all this is by-play. The question is—When will our Melbourne University admit our Melbourne girl graduates to their degrees?—Daily Telegraph. xyxy=(163,789,311,903)
table-cell: 799 xyxy=(91,905,104,915)
paragraph: There was an immense destruction of wool at the Boston fire. xyxy=(321,1261,469,1282)
paragraph: APPOINTMENT. — Mr John Logan has been appointed a Visiting Justice of the Dunedin Gaol. xyxy=(5,22,153,52)
issue-date: Thursday, December 5, 1872. xyxy=(6,1,163,16)
paragraph: The co-operative principle is extending. The movement has established a store at Otahuhu. xyxy=(479,1112,627,1143)
column-1 xyxy=(5,22,153,2280)
paragraph: SPORTING.—The programme of the Lake District Races—to be held on the 16th and 17th January, 1873—has been issued. It comprises the undermentioned events, viz :—Maiden Plate, L30 ; Grand Stand Handicap, L80 ; Walking Handicap, L40 ; Hack Selling Race, L20 ; Handicap Hurdle Race, L20 ; Hack Cantre Race, L10 ; Queenstown Handicap, L80 ; Publicans' Purse, L30 ; Handicap Trotting Race, L20 ; Consolation Handicap, L20. The total value of stakes offered is L375. xyxy=(5,1295,153,1420)
paragraph: 8,000,000lbs of wool were burned at the Boston fire. xyxy=(321,1694,469,1715)
paragraph: The Court of Appeal has adjourned to Wednesday next, when judgments will be given in several cases. xyxy=(637,800,785,830)
paragraph: Nothing fresh in broadstuffs. xyxy=(488,960,583,970)
column-rule xyxy=(316,22,317,1458)
paragraph: Arrived—Nebraska. xyxy=(488,1016,555,1026)
paragraph: THE OPERA.—The opening of the opera season at Auckland was a failure. Mr Cagli went to the Choral Hall, but the public was dissatisfied with the arrangements, only thirty persons attended the first two nights, and the company immediately went to the Theatre, where they drew good houses. Then the Choral Society guaranteed Mr Cagli £100 a night if he went back to the Choral Hall, which he has done, and by all accounts is doing very well there. Our readers will be glad to learn that the company includes, after all, those deserved favourites, Signor and Signora Coy and Signor Tournerie. xyxy=(5,288,153,434)
paragraph: ADELAIDE, Wednesday. It is rumored that Princess Beatrice is engaged to be married to the Marquis of Stafford. xyxy=(479,744,627,775)
paragraph: The Rev. Dr Stuart then came forward, and after applying the usual tests, he spread the cement, the stone was lowered into its resting place, and striking it with the highly polished mallet of New Zealand wood, prepared for the occasion, he declared the foundation duly laid, and trusted it would prove a support to a first-rate fabric. xyxy=(795,609,943,692)
paragraph: The Police Commissioners' evidence discloses a revolting mass of corruption, falsehood, and immorality in the Force, notwithstanding that it is considered competent to preserve order, to check crime, and to protect life and property. xyxy=(479,874,627,937)
paragraph: An inquest was commenced to-day upon the body of a man found in a creek near Mount Horrible, and who was named George Hacknall. The inquest was adjourned until Monday for further evidence. The evidence already taken tends to show that he was accidentally drowned. He had been in the water for a month. xyxy=(321,337,469,420)
column-rule xyxy=(474,22,475,1458)
dateline: LONDON, November 17. xyxy=(543,331,627,341)
column-2 xyxy=(163,22,311,1458)
paragraph: Arrived—Taranaki, from Nelson. xyxy=(646,908,756,918)
paragraph: A terrific hurricane occurred throughout Denmark. Eighty vessels were lost. Many wells were flooded, and a considerable number of cattle drowned. Many lives were lost. xyxy=(479,427,627,479)
table-row xyxy=(5,880,153,901)
paragraph: POLICE.—Sergt. T. Meredith Smith, lately stationed at Queenstown, has been promoted to the rank of Sergt.-Major. xyxy=(5,1220,153,1251)
paragraph: The Right and Centre of the French Assembly have resolved to coalesce. xyxy=(321,1716,469,1737)
dateline: TIMARU, November 30. xyxy=(546,1495,627,1505)
paragraph: At the instance of the jury, the body of George Hacknall was exhumed, and a further post mortem examination made by Drs Hammond and M'Intyre. It is rumored that suspicious circumstances will be disclosed at the adjourned inquest to-morrow. xyxy=(479,1506,627,1579)
paragraph: GOLDFIELDS.—The goldfields limits have been extended to include 60,000 acres, bounded by a line from the source of the Mataura along the Eyre mountains to the source of the Eyre river ; thence to its junction with the Mataura ; thence following up the Mataura to its starting point. xyxy=(5,214,153,286)
paragraph: The prisoner (who appeared for the first time to realise her position), exhibited manifestations of great nervousness, and in reply to the usual question, said that she remembered going out in the afternoon with the children, but that after that she remembered nothing more. xyxy=(953,1093,1109,1166)
section-heading: UNPUBLISHED TELEGRAMS. xyxy=(514,698,592,720)
table-header-row xyxy=(5,848,153,879)
paragraph: PIGEON SHOOTING IN CANTERBURY. —Mr E. Redwood, of Nelson, and Mr W. C. Maxwell, of Canterbury, recently had a match on the Riccarton road, near Christchurch, the latter gentleman receiving five birds. The Lyttelton Times states "that the weather was very favorable to the purpose, and there was a goodly number of spectators present. Mr Redwood fired with one of Purdie's guns, and Mr Maxwell used a Manton. The conditions were twenty-three yards rise, 1½oz shot, and the following is the score :—Mr Redwood—0, 1, 0, 1, 1, 1, 1, 1, 1, 1, 1, 1, 1, 1, 1, 1, 1, 1, 1, 1, 1, 1, 1, 1, 0, 1, 1 ; total 46. Mr Maxwell—1, 1, 0, 0, 0, 1, 1, 0, 1, 1, 1, 1, 1, 1, 1, 1, 1, 1, 1, 1, 1, 0, 1, 1, 1, 0, 1, 0, 1, 1, 0, 0, 1, 1, 1, 1, 1, 1, 1, 1, 1, 1, 0, 0, 0, 1, 1 ; total 30. In justice to Mr Maxwell it should be said that he had a large share of ill-luck, not only in the manner in which many of his birds shot away from the trap without rising so as to afford a reasonable chance to him, but also in the percentage of birds which, though killed, fell outside the bounds. Mr Redwood's score is certainly a splendid one, and fully bears out his reputation. xyxy=(5,1988,153,2280)
paragraph: It is stated that the Emperor of Germany will create life members of the Herrenhaus to carry the proposed reforms. xyxy=(321,1662,469,1693)
